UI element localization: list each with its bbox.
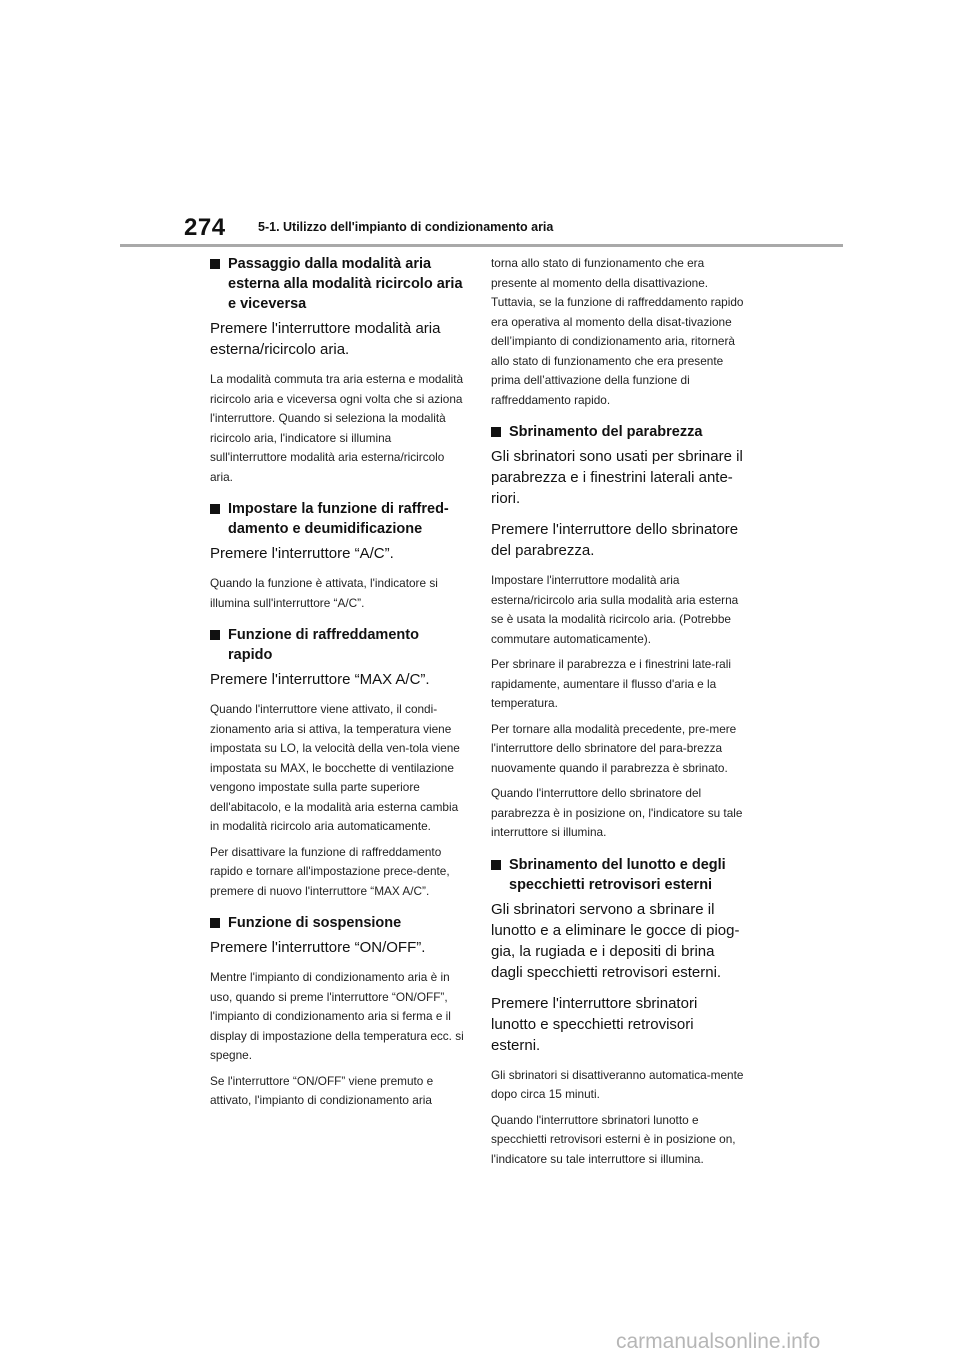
note-text: Mentre l'impianto di condizionamento aria è in uso, quando si preme l'interruttore “ON/OFF”, l'impianto di condizionamento aria si ferma e il display di impostazione della temperatura ecc. si spegne. xyxy=(210,970,464,1062)
note-text: Quando l'interruttore sbrinatori lunotto e specchietti retrovisori esterni è in posizione on, l'indicatore su tale interruttore si illumina. xyxy=(491,1112,736,1166)
note-text: Per sbrinare il parabrezza e i finestrini late-rali rapidamente, aumentare il flusso d'aria e la temperatura. xyxy=(491,657,731,710)
instruction-text: Premere l'interruttore dello sbrinatore del parabrezza. xyxy=(491,521,739,559)
section-heading xyxy=(491,855,745,895)
note-text: Per disattivare la funzione di raffreddamento rapido e tornare all'impostazione prece-dente, premere di nuovo l'interruttore “MAX A/C”. xyxy=(210,844,450,898)
section-heading-text: Impostare la funzione di raffred-damento e deumidificazione xyxy=(228,501,449,537)
square-bullet-icon xyxy=(210,630,220,640)
note-text: Quando la funzione è attivata, l'indicatore si illumina sull'interruttore “A/C”. xyxy=(210,576,438,610)
instruction-text: Premere l'interruttore sbrinatori lunotto e specchietti retrovisori esterni. xyxy=(491,994,698,1054)
square-bullet-icon xyxy=(491,860,501,870)
instruction-text: Gli sbrinatori servono a sbrinare il lunotto e a eliminare le gocce di piog-gia, la rugiada e i depositi di brina dagli specchietti retrovisori esterni. xyxy=(491,900,740,981)
instruction-text: Premere l'interruttore “A/C”. xyxy=(210,545,394,562)
header-divider xyxy=(120,244,843,247)
note-text: Quando l'interruttore viene attivato, il condi-zionamento aria si attiva, la temperatura viene impostata su LO, la velocità della ven-tola viene impostata su MAX, le bocchette di ventilazione vengono impostate sulla parte superiore dell'abitacolo, e la modalità aria esterna cambia in modalità ricircolo aria automaticamente. xyxy=(210,702,460,833)
square-bullet-icon xyxy=(210,918,220,928)
instruction-text: Premere l'interruttore “MAX A/C”. xyxy=(210,671,430,688)
square-bullet-icon xyxy=(210,259,220,269)
section-heading-text: Funzione di sospensione xyxy=(228,915,402,931)
note-text: Per tornare alla modalità precedente, pre-mere l'interruttore dello sbrinatore del para-brezza nuovamente quando il parabrezza è sbrinato. xyxy=(491,721,737,775)
section-heading-text: Sbrinamento del lunotto e degli specchietti retrovisori esterni xyxy=(509,856,726,893)
instruction-text: Gli sbrinatori sono usati per sbrinare il parabrezza e i finestrini laterali ante-riori. xyxy=(491,448,743,507)
chapter-title: 5-1. Utilizzo dell'impianto di condizionamento aria xyxy=(258,220,554,234)
section-heading xyxy=(210,913,464,933)
note-text: Gli sbrinatori si disattiveranno automatica-mente dopo circa 15 minuti. xyxy=(491,1067,744,1101)
page-number: 274 xyxy=(184,214,226,241)
watermark-text: carmanualsonline.info xyxy=(616,1330,821,1353)
section-heading xyxy=(491,422,745,442)
left-column xyxy=(210,254,464,1117)
continued-note-text: torna allo stato di funzionamento che era presente al momento della disattivazione. Tuttavia, se la funzione di raffreddamento rapido era operativa al momento della disat-tivazione dell’impianto di condizionamento aria, ritornerà allo stato di funzionamento che era presente prima dell’attivazione della funzione di raffreddamento rapido. xyxy=(491,256,744,407)
section-heading xyxy=(210,499,464,539)
section-heading-text: Sbrinamento del parabrezza xyxy=(509,424,703,440)
section-heading xyxy=(210,254,464,314)
section-heading-text: Passaggio dalla modalità aria esterna alla modalità ricircolo aria e viceversa xyxy=(228,256,463,312)
instruction-text: Premere l'interruttore “ON/OFF”. xyxy=(210,939,426,956)
square-bullet-icon xyxy=(491,427,501,437)
square-bullet-icon xyxy=(210,504,220,514)
note-text: La modalità commuta tra aria esterna e modalità ricircolo aria e viceversa ogni volta che si aziona l'interruttore. Quando si seleziona la modalità ricircolo aria, l'indicatore si illumina sull'interruttore modalità aria esterna/ricircolo aria. xyxy=(210,372,464,484)
right-column xyxy=(491,254,745,1175)
section-heading-text: Funzione di raffreddamento rapido xyxy=(228,627,419,663)
note-text: Impostare l'interruttore modalità aria esterna/ricircolo aria sulla modalità aria esterna se è usata la modalità ricircolo aria. (Potrebbe commutare automaticamente). xyxy=(491,573,739,646)
instruction-text: Premere l'interruttore modalità aria esterna/ricircolo aria. xyxy=(210,320,441,358)
note-text: Se l'interruttore “ON/OFF” viene premuto e attivato, l'impianto di condizionamento aria xyxy=(210,1073,434,1107)
section-heading xyxy=(210,625,464,665)
note-text: Quando l'interruttore dello sbrinatore del parabrezza è in posizione on, l'indicatore su tale interruttore si illumina. xyxy=(491,786,743,839)
